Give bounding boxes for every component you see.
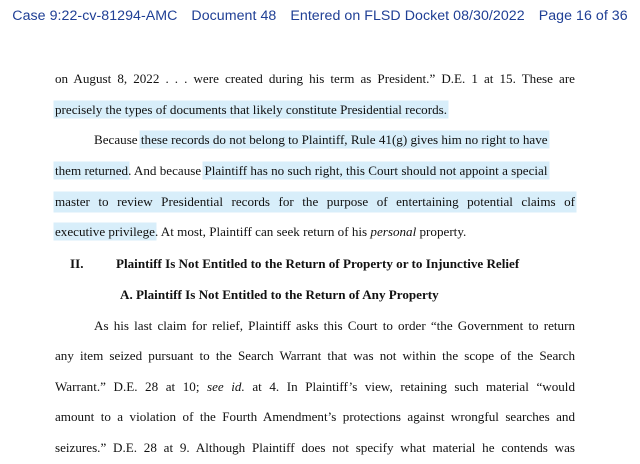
document-number: Document 48	[191, 8, 277, 24]
p2-l4-b: . At most, Plaintiff can seek return of his	[154, 224, 371, 239]
highlight-executive-privilege: executive privilege	[55, 224, 155, 239]
p3-line-3	[55, 378, 575, 396]
section-ii-number: II.	[70, 256, 84, 271]
p2-l2-b: . And because	[128, 163, 205, 178]
p2-line-2	[55, 162, 575, 180]
p2-l1-a: Because	[94, 132, 141, 147]
highlight-presidential-records: precisely the types of documents that likely constitute Presidential records.	[55, 102, 447, 117]
page-number: Page 16 of 36	[538, 8, 628, 24]
p1-line-2	[55, 101, 575, 119]
highlight-rule-41g: these records do not belong to Plaintiff, Rule 41(g) gives him no right to have	[140, 132, 548, 147]
highlight-special-master: Plaintiff has no such right, this Court should not appoint a special	[204, 163, 548, 178]
case-number: Case 9:22-cv-81294-AMC	[12, 8, 178, 24]
highlight-returned: them returned	[55, 163, 129, 178]
p2-line-3: master to review Presidential records for the purpose of entertaining potential claims of	[55, 194, 575, 209]
p3-l3-b: at 4. In Plaintiff’s view, retaining such material “would	[244, 379, 575, 394]
p2-line-4	[55, 223, 575, 241]
p3-l3-a: Warrant.” D.E. 28 at 10;	[55, 379, 208, 394]
p3-line-2: any item seized pursuant to the Search Warrant that was not within the scope of the Search	[55, 348, 575, 363]
p2-l4-em: personal	[370, 224, 417, 239]
p3-line-1: As his last claim for relief, Plaintiff asks this Court to order “the Government to return	[94, 318, 575, 333]
p3-line-4: amount to a violation of the Fourth Amendment’s protections against wrongful searches and	[55, 409, 575, 424]
p2-l4-c: property.	[416, 224, 467, 239]
docket-entry: Entered on FLSD Docket 08/30/2022	[290, 8, 525, 24]
p1-line-1: on August 8, 2022 . . . were created during his term as President.” D.E. 1 at 15. These are	[55, 71, 575, 86]
section-ii-title: Plaintiff Is Not Entitled to the Return of Property or to Injunctive Relief	[116, 256, 520, 271]
p3-line-5: seizures.” D.E. 28 at 9. Although Plaintiff does not specify what material he contends was	[55, 440, 575, 455]
section-a-title: A. Plaintiff Is Not Entitled to the Return of Any Property	[120, 287, 439, 302]
p3-l3-em: see id.	[207, 379, 245, 394]
p2-line-1	[94, 131, 575, 149]
docket-header	[0, 8, 640, 24]
